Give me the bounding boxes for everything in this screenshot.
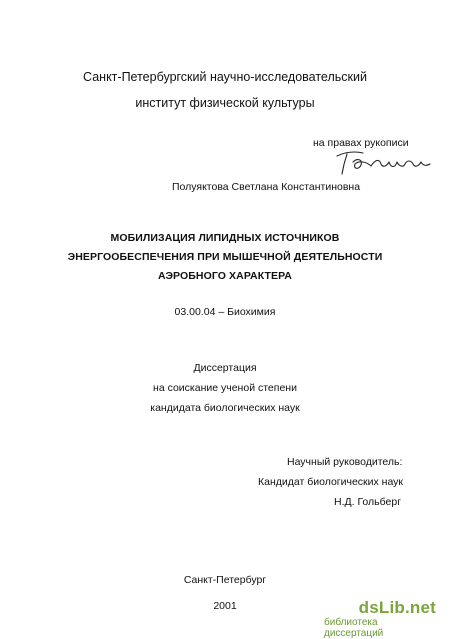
degree-line-2: на соискание ученой степени — [153, 382, 297, 394]
watermark-logo: dsLib.net — [358, 598, 436, 617]
degree-line-3: кандидата биологических наук — [150, 402, 300, 414]
institution-line-1: Санкт-Петербургский научно-исследовательский — [83, 70, 367, 84]
dissertation-title-line-3: АЭРОБНОГО ХАРАКТЕРА — [158, 270, 292, 282]
year: 2001 — [213, 600, 237, 612]
watermark-subtitle: библиотека диссертаций — [324, 617, 384, 639]
dissertation-title-line-2: ЭНЕРГООБЕСПЕЧЕНИЯ ПРИ МЫШЕЧНОЙ ДЕЯТЕЛЬНОСТИ — [67, 251, 383, 263]
degree-line-1: Диссертация — [193, 362, 257, 374]
author-name: Полуяктова Светлана Константиновна — [172, 181, 361, 193]
manuscript-rights: на правах рукописи — [313, 137, 409, 149]
institution-line-2: институт физической культуры — [135, 96, 315, 110]
supervisor-name: Н.Д. Гольберг — [334, 496, 402, 508]
city: Санкт-Петербург — [183, 574, 267, 586]
supervisor-rank: Кандидат биологических наук — [258, 476, 404, 488]
specialty-code: 03.00.04 – Биохимия — [174, 306, 276, 318]
signature-icon — [333, 142, 433, 180]
supervisor-label: Научный руководитель: — [287, 456, 403, 468]
watermark — [324, 598, 444, 639]
dissertation-title-line-1: МОБИЛИЗАЦИЯ ЛИПИДНЫХ ИСТОЧНИКОВ — [110, 232, 340, 244]
